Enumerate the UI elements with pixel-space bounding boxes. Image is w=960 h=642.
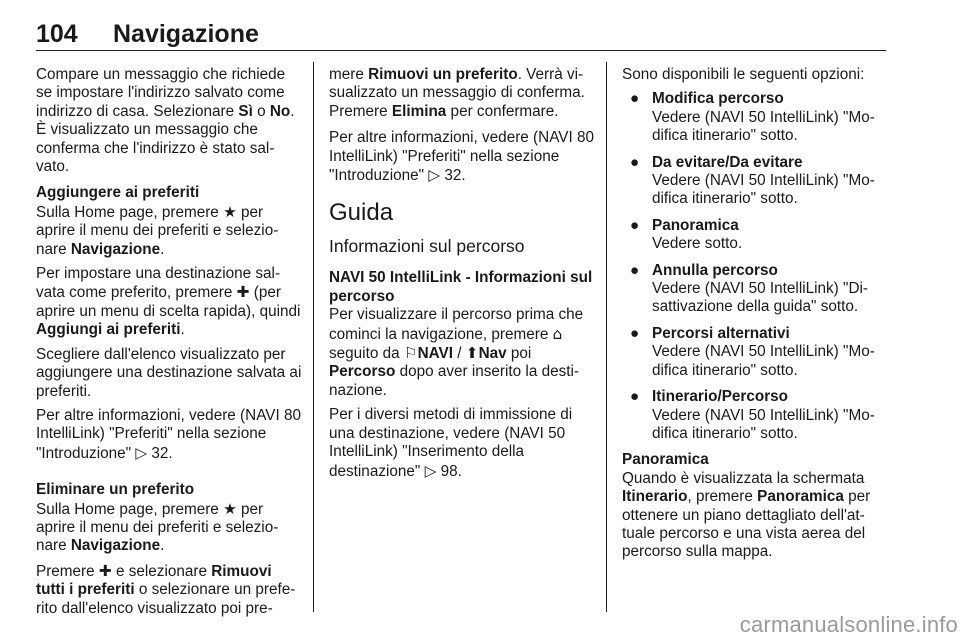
bullet-icon: ● <box>630 216 640 234</box>
option-title-text: Da evitare/Da evitare <box>652 153 803 171</box>
paragraph-remove-favourite <box>329 66 595 121</box>
header-rule <box>36 50 886 51</box>
column-divider-1 <box>313 62 314 612</box>
text: Premere <box>36 562 99 580</box>
text: dopo aver inserito la desti-nazione. <box>329 363 579 399</box>
option-title-text: Modifica percorso <box>652 90 784 108</box>
bullet-icon: ● <box>630 388 640 406</box>
paragraph-add-2 <box>36 265 304 340</box>
text: seguito da <box>329 345 404 363</box>
text: Per impostare una destinazione sal-vata come preferito, premere <box>36 265 281 302</box>
option-description: Vedere (NAVI 50 IntelliLink) "Mo-difica itinerario" sotto. <box>652 108 875 145</box>
text: mere <box>329 66 369 83</box>
option-item <box>622 325 888 380</box>
menu-rimuovi-tutti: Rimuovi tutti i preferiti <box>36 562 272 599</box>
paragraph-view-route <box>329 306 595 400</box>
text: o selezionare un prefe-rito dall'elenco visualizzato poi pre- <box>36 581 296 617</box>
option-title-text: Annulla percorso <box>652 261 778 279</box>
menu-nav: Nav <box>478 345 507 363</box>
option-description: Vedere (NAVI 50 IntelliLink) "Di-sattivazione della guida" sotto. <box>652 280 868 316</box>
text: . <box>160 537 165 555</box>
column-3 <box>622 66 888 570</box>
menu-elimina: Elimina <box>391 102 447 120</box>
page-ref-icon: ▷ <box>428 166 441 185</box>
option-si: Sì <box>238 102 253 120</box>
paragraph-del-1 <box>36 500 304 556</box>
text: e selezionare <box>111 562 212 580</box>
paragraph-add-1 <box>36 203 304 259</box>
text: / <box>452 345 466 363</box>
text: Sulla Home page, premere <box>36 500 224 518</box>
option-description: Vedere (NAVI 50 IntelliLink) "Mo-difica itinerario" sotto. <box>652 172 875 208</box>
text: . <box>160 240 165 258</box>
option-title <box>622 90 888 108</box>
bullet-icon: ● <box>630 90 640 108</box>
option-description: Vedere (NAVI 50 IntelliLink) "Mo-difica itinerario" sotto. <box>652 343 875 379</box>
heading-navi50-route-info: NAVI 50 IntelliLink - Informazioni sul percorso <box>329 269 593 305</box>
paragraph-del-2 <box>36 562 304 618</box>
text: . <box>180 321 185 339</box>
option-title <box>622 217 888 235</box>
watermark: carmanualsonline.info <box>739 612 958 637</box>
page-number: 104 <box>36 20 78 48</box>
text: , premere <box>687 488 758 506</box>
text: (per aprire un menu di scelta rapida), quindi <box>36 284 301 320</box>
option-title-text: Itinerario/Percorso <box>652 388 789 406</box>
paragraph-more-info <box>329 129 595 185</box>
heading-add-favourites: Aggiungere ai preferiti <box>36 184 200 202</box>
paragraph-add-3: Scegliere dall'elenco visualizzato per aggiungere una destinazione salvata ai preferiti. <box>36 345 302 400</box>
text: per aprire il menu dei preferiti e selezio-nare <box>36 203 279 258</box>
options-list <box>622 90 888 443</box>
option-item <box>622 388 888 443</box>
options-intro: Sono disponibili le seguenti opzioni: <box>622 66 865 83</box>
text: Compare un messaggio che richiede se impostare l'indirizzo salvato come indirizzo di casa. Selezionare <box>36 66 286 120</box>
heading-route-info: Informazioni sul percorso <box>329 236 525 257</box>
menu-itinerario: Itinerario <box>622 488 688 506</box>
menu-rimuovi-preferito: Rimuovi un preferito <box>368 66 518 83</box>
section-title: Navigazione <box>113 20 259 48</box>
menu-aggiungi-preferiti: Aggiungi ai preferiti <box>36 321 181 339</box>
bullet-icon: ● <box>630 261 640 279</box>
star-icon: ★ <box>223 499 237 518</box>
option-description: Vedere sotto. <box>652 235 743 253</box>
text: Per i diversi metodi di immissione di una destinazione, vedere (NAVI 50 IntelliLink) "Inserimento della destinazione" <box>329 406 573 480</box>
text: . Verrà vi-sualizzato un messaggio di conferma. Premere <box>329 66 585 120</box>
page-ref-icon: ▷ <box>424 461 437 480</box>
option-title <box>622 388 888 406</box>
paragraph-home-address <box>36 66 304 176</box>
text: Quando è visualizzata la schermata <box>622 469 865 487</box>
menu-panoramica: Panoramica <box>757 488 844 506</box>
text: 32. <box>440 167 466 185</box>
option-description: Vedere (NAVI 50 IntelliLink) "Mo-difica itinerario" sotto. <box>652 406 875 442</box>
text: 98. <box>436 462 462 480</box>
paragraph-panoramica <box>622 470 888 562</box>
option-title <box>622 262 888 280</box>
option-title-text: Panoramica <box>652 216 739 234</box>
text: o <box>252 102 270 120</box>
option-item <box>622 154 888 209</box>
text: Per altre informazioni, vedere (NAVI 80 IntelliLink) "Preferiti" nella sezione "Introduzione" <box>36 406 301 462</box>
text: Per visualizzare il percorso prima che cominci la navigazione, premere <box>329 306 584 343</box>
heading-panoramica: Panoramica <box>622 451 709 469</box>
menu-navigazione: Navigazione <box>70 537 161 555</box>
bullet-icon: ● <box>630 324 640 342</box>
text: per ottenere un piano dettagliato dell'at-tuale percorso e una vista aerea del percorso sulla mappa. <box>622 488 871 561</box>
page-ref-icon: ▷ <box>135 443 148 462</box>
column-1 <box>36 66 304 626</box>
option-item <box>622 90 888 145</box>
option-item <box>622 262 888 317</box>
option-item <box>622 217 888 254</box>
paragraph-input-methods <box>329 406 595 481</box>
plus-icon: ✚ <box>98 561 112 580</box>
column-2 <box>329 66 595 489</box>
home-icon: ⌂ <box>552 324 563 343</box>
text: per confermare. <box>446 102 559 120</box>
plus-icon: ✚ <box>236 283 250 302</box>
text: . È visualizzato un messaggio che conferma che l'indirizzo è stato sal-vato. <box>36 102 295 176</box>
nav-arrow-icon: ⬆ <box>465 344 479 363</box>
column-divider-2 <box>606 62 607 612</box>
paragraph-add-4 <box>36 407 304 463</box>
text: poi <box>506 345 532 363</box>
text: 32. <box>147 444 173 462</box>
page-header <box>0 0 960 50</box>
menu-percorso: Percorso <box>329 363 396 381</box>
heading-guida: Guida <box>329 199 394 227</box>
text: per aprire il menu dei preferiti e selezio-nare <box>36 500 279 555</box>
menu-navigazione: Navigazione <box>70 240 161 258</box>
menu-navi: NAVI <box>417 345 453 363</box>
text: Sulla Home page, premere <box>36 203 224 221</box>
option-title-text: Percorsi alternativi <box>652 324 790 342</box>
star-icon: ★ <box>223 202 237 221</box>
option-no: No <box>269 102 291 120</box>
option-title <box>622 154 888 172</box>
flag-icon: ⚐ <box>403 344 418 363</box>
bullet-icon: ● <box>630 153 640 171</box>
option-title <box>622 325 888 343</box>
text: Per altre informazioni, vedere (NAVI 80 IntelliLink) "Preferiti" nella sezione "Introduzione" <box>329 129 594 185</box>
heading-delete-favourite: Eliminare un preferito <box>36 481 195 499</box>
